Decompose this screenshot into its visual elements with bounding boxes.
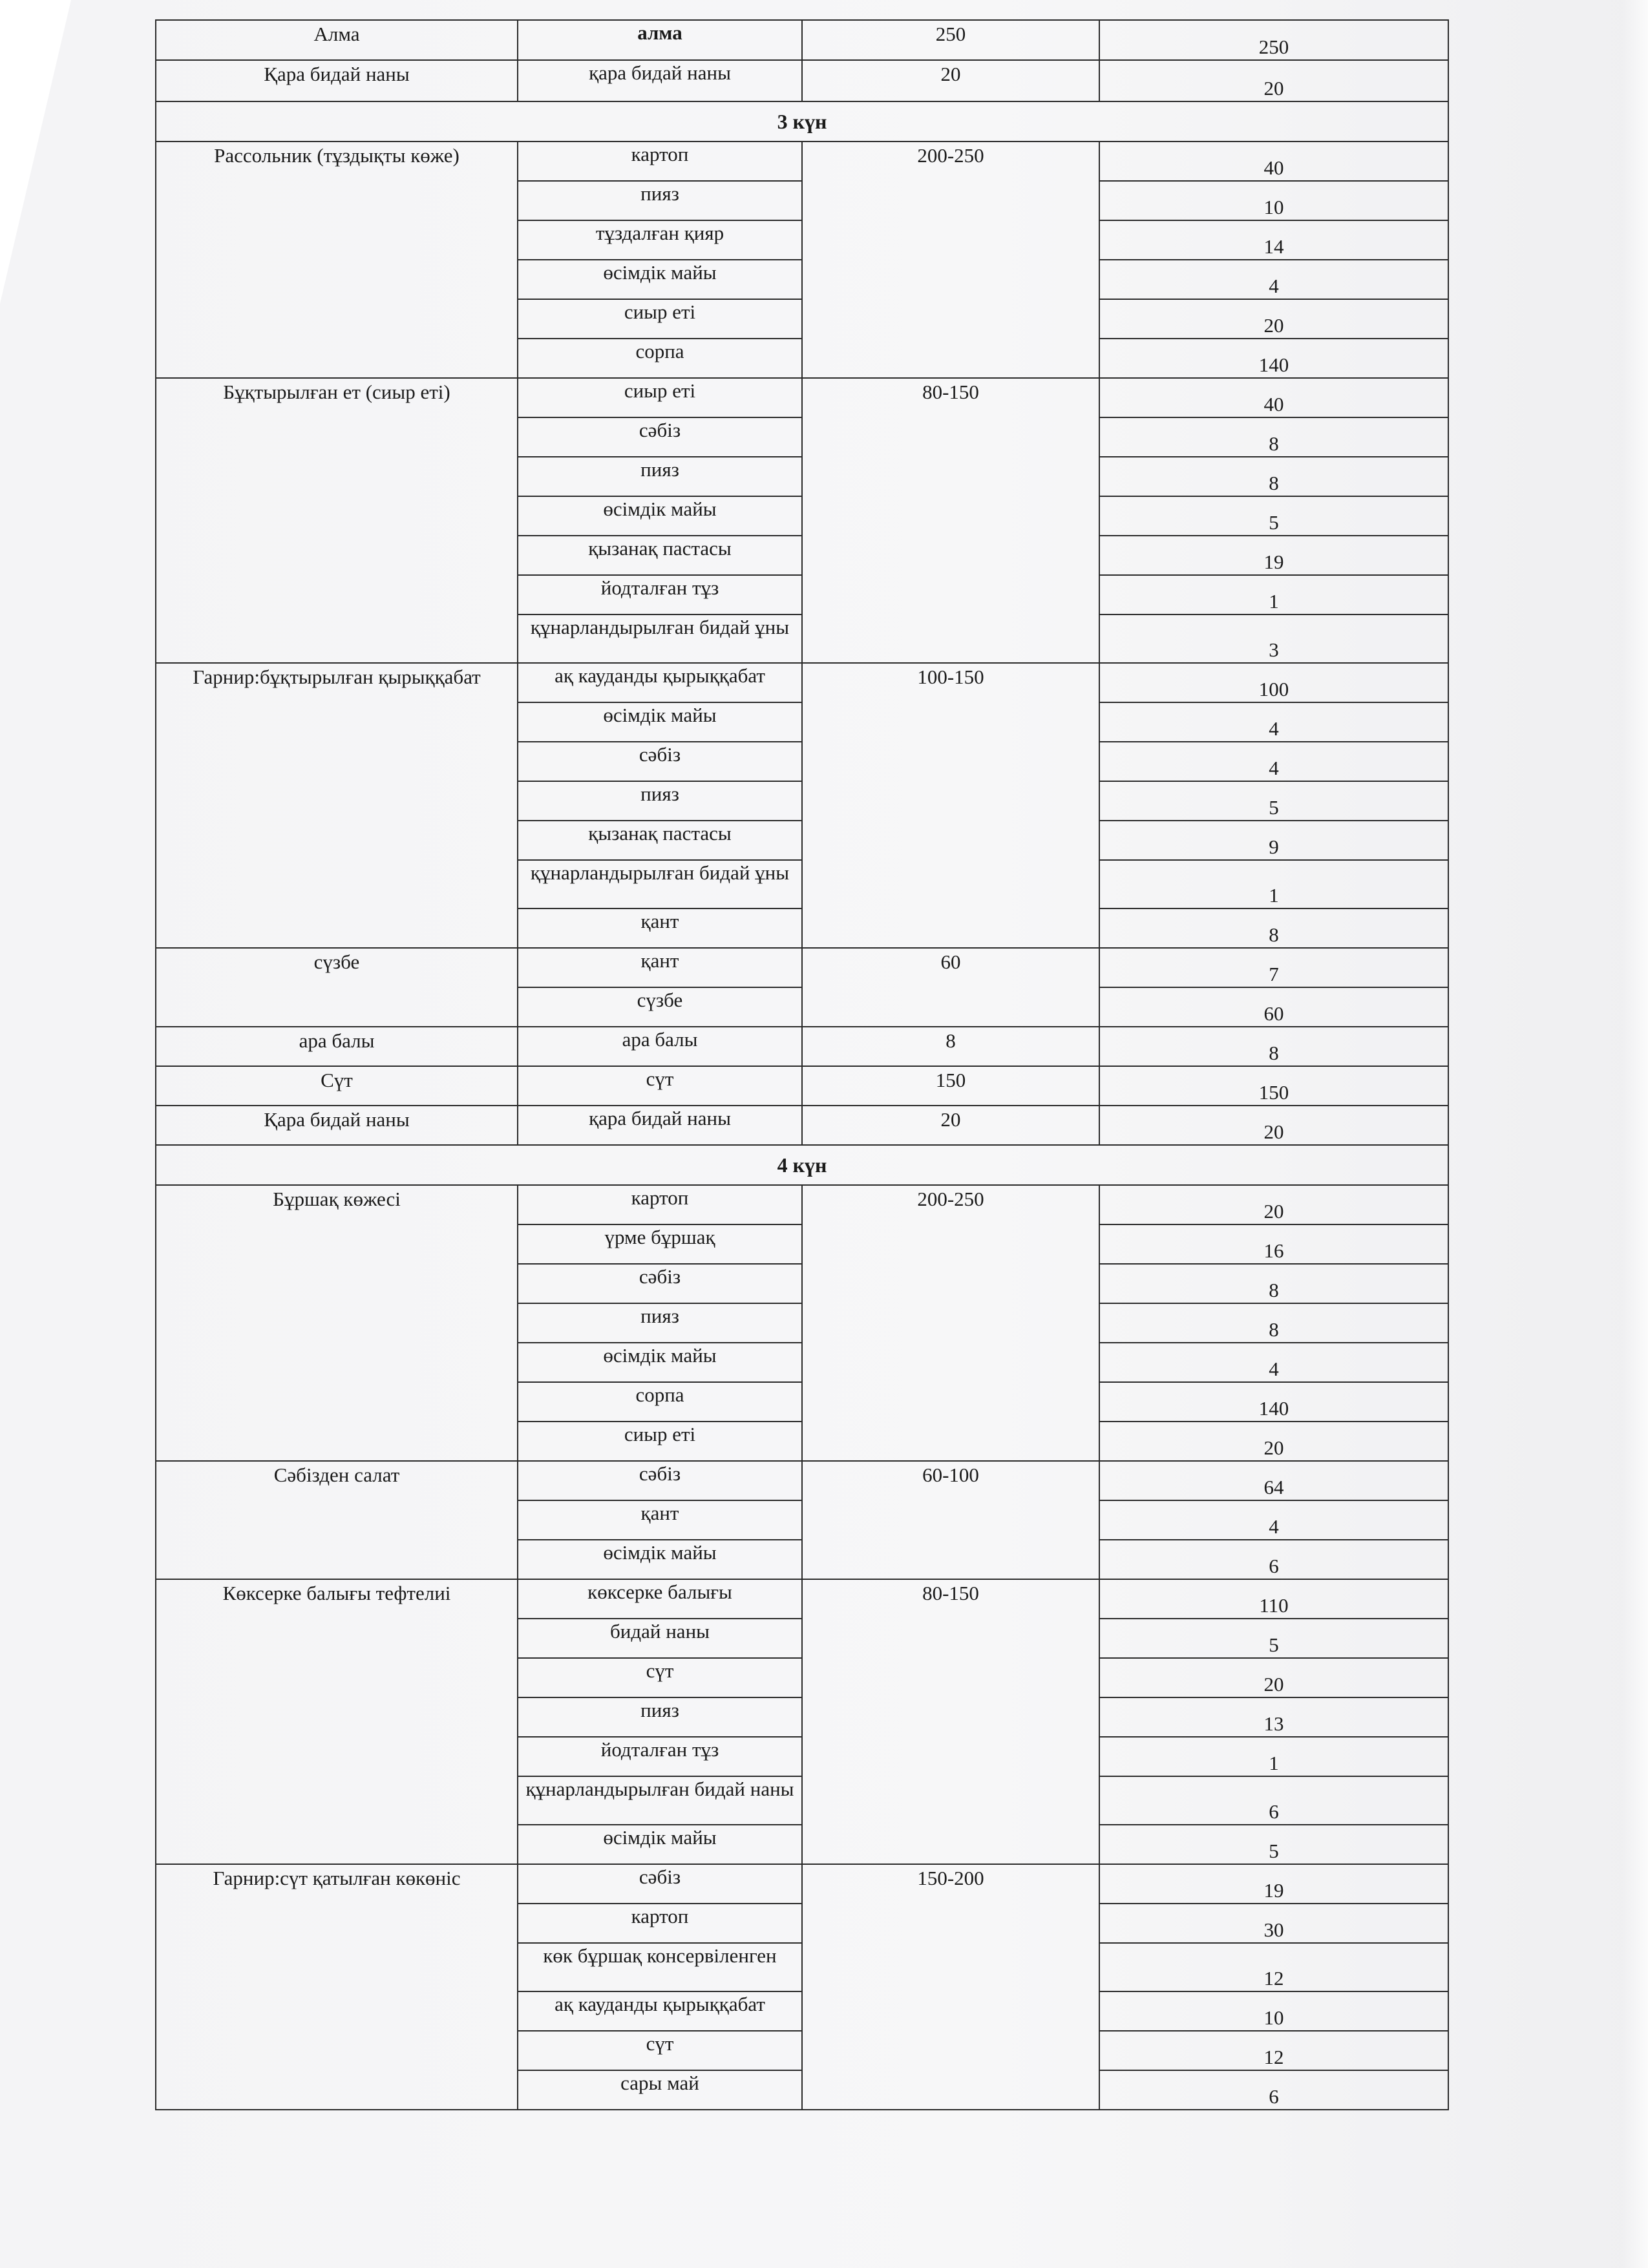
amount-cell: 12 xyxy=(1099,1943,1448,1991)
portion-cell: 60 xyxy=(802,948,1099,1027)
amount-cell: 1 xyxy=(1099,1737,1448,1776)
amount-cell: 12 xyxy=(1099,2031,1448,2070)
ingredient-cell: құнарландырылған бидай ұны xyxy=(518,614,802,663)
ingredient-cell: сиыр еті xyxy=(518,1422,802,1461)
amount-cell: 8 xyxy=(1099,457,1448,496)
amount-cell: 30 xyxy=(1099,1904,1448,1943)
amount-cell: 64 xyxy=(1099,1461,1448,1500)
ingredient-cell: өсімдік майы xyxy=(518,702,802,742)
amount-cell: 13 xyxy=(1099,1697,1448,1737)
dish-name-cell: Бұршақ көжесі xyxy=(156,1185,518,1461)
portion-cell: 60-100 xyxy=(802,1461,1099,1579)
amount-cell: 14 xyxy=(1099,220,1448,260)
day-header-row xyxy=(156,101,1448,142)
amount-cell: 9 xyxy=(1099,821,1448,860)
amount-cell: 7 xyxy=(1099,948,1448,987)
table-row xyxy=(156,1185,1448,1224)
amount-cell: 20 xyxy=(1099,299,1448,339)
dish-name-cell: Гарнир:сүт қатылған көкөніс xyxy=(156,1864,518,2110)
table-row xyxy=(156,1864,1448,1904)
ingredient-cell: үрме бұршақ xyxy=(518,1224,802,1264)
ingredient-cell: сәбіз xyxy=(518,1461,802,1500)
ingredient-cell: сәбіз xyxy=(518,742,802,781)
amount-cell: 5 xyxy=(1099,1619,1448,1658)
amount-cell: 6 xyxy=(1099,1776,1448,1825)
portion-cell: 80-150 xyxy=(802,1579,1099,1864)
ingredient-cell: көк бұршақ консервіленген xyxy=(518,1943,802,1991)
amount-cell: 20 xyxy=(1099,1106,1448,1145)
amount-cell: 4 xyxy=(1099,1343,1448,1382)
amount-cell: 40 xyxy=(1099,142,1448,181)
day-label: 3 күн xyxy=(156,101,1448,142)
ingredient-cell: сүт xyxy=(518,1658,802,1697)
dish-name-cell: Сәбізден салат xyxy=(156,1461,518,1579)
ingredient-cell: пияз xyxy=(518,457,802,496)
ingredient-cell: қара бидай наны xyxy=(518,60,802,101)
amount-cell: 140 xyxy=(1099,1382,1448,1422)
ingredient-cell: сорпа xyxy=(518,339,802,378)
table-row xyxy=(156,378,1448,417)
ingredient-cell: сорпа xyxy=(518,1382,802,1422)
dish-name-cell: Гарнир:бұқтырылған қырыққабат xyxy=(156,663,518,948)
ingredient-cell: қант xyxy=(518,948,802,987)
amount-cell: 8 xyxy=(1099,1027,1448,1066)
amount-cell: 4 xyxy=(1099,742,1448,781)
amount-cell: 8 xyxy=(1099,908,1448,948)
amount-cell: 4 xyxy=(1099,260,1448,299)
portion-cell: 20 xyxy=(802,1106,1099,1145)
ingredient-cell: картоп xyxy=(518,142,802,181)
table-row xyxy=(156,1066,1448,1106)
amount-cell: 60 xyxy=(1099,987,1448,1027)
portion-cell: 200-250 xyxy=(802,1185,1099,1461)
amount-cell: 6 xyxy=(1099,1540,1448,1579)
ingredient-cell: ара балы xyxy=(518,1027,802,1066)
ingredient-cell: картоп xyxy=(518,1185,802,1224)
amount-cell: 4 xyxy=(1099,702,1448,742)
table-row xyxy=(156,663,1448,702)
ingredient-cell: қара бидай наны xyxy=(518,1106,802,1145)
portion-cell: 80-150 xyxy=(802,378,1099,663)
amount-cell: 10 xyxy=(1099,181,1448,220)
ingredient-cell: пияз xyxy=(518,781,802,821)
portion-cell: 20 xyxy=(802,60,1099,101)
table-row xyxy=(156,1106,1448,1145)
dish-name-cell: Сүт xyxy=(156,1066,518,1106)
portion-cell: 100-150 xyxy=(802,663,1099,948)
ingredient-cell: сәбіз xyxy=(518,1864,802,1904)
amount-cell: 5 xyxy=(1099,1825,1448,1864)
amount-cell: 16 xyxy=(1099,1224,1448,1264)
table-row xyxy=(156,1027,1448,1066)
dish-name-cell: сүзбе xyxy=(156,948,518,1027)
amount-cell: 8 xyxy=(1099,1264,1448,1303)
folded-corner xyxy=(0,0,71,304)
day-label: 4 күн xyxy=(156,1145,1448,1185)
amount-cell: 4 xyxy=(1099,1500,1448,1540)
ingredient-cell: сәбіз xyxy=(518,417,802,457)
ingredient-cell: қант xyxy=(518,1500,802,1540)
amount-cell: 10 xyxy=(1099,1991,1448,2031)
page-edge-shadow xyxy=(1622,0,1648,2268)
amount-cell: 20 xyxy=(1099,60,1448,101)
dish-name-cell: Көксерке балығы тефтелиі xyxy=(156,1579,518,1864)
amount-cell: 8 xyxy=(1099,1303,1448,1343)
ingredient-cell: көксерке балығы xyxy=(518,1579,802,1619)
ingredient-cell: йодталған тұз xyxy=(518,1737,802,1776)
amount-cell: 5 xyxy=(1099,781,1448,821)
amount-cell: 19 xyxy=(1099,1864,1448,1904)
ingredient-cell: йодталған тұз xyxy=(518,575,802,614)
ingredient-cell: тұздалған қияр xyxy=(518,220,802,260)
ingredient-cell: картоп xyxy=(518,1904,802,1943)
ingredient-cell: өсімдік майы xyxy=(518,1343,802,1382)
amount-cell: 250 xyxy=(1099,20,1448,60)
ingredient-cell: сүт xyxy=(518,1066,802,1106)
ingredient-cell: өсімдік майы xyxy=(518,1825,802,1864)
portion-cell: 150-200 xyxy=(802,1864,1099,2110)
ingredient-cell: сүт xyxy=(518,2031,802,2070)
ingredient-cell: ақ кауданды қырыққабат xyxy=(518,663,802,702)
amount-cell: 40 xyxy=(1099,378,1448,417)
ingredient-cell: құнарландырылған бидай наны xyxy=(518,1776,802,1825)
portion-cell: 250 xyxy=(802,20,1099,60)
ingredient-cell: алма xyxy=(518,20,802,60)
dish-name-cell: Қара бидай наны xyxy=(156,1106,518,1145)
menu-table xyxy=(155,19,1449,2110)
table-row xyxy=(156,1461,1448,1500)
portion-cell: 8 xyxy=(802,1027,1099,1066)
ingredient-cell: сары май xyxy=(518,2070,802,2110)
ingredient-cell: ақ кауданды қырыққабат xyxy=(518,1991,802,2031)
ingredient-cell: құнарландырылған бидай ұны xyxy=(518,860,802,908)
amount-cell: 100 xyxy=(1099,663,1448,702)
ingredient-cell: сиыр еті xyxy=(518,299,802,339)
amount-cell: 8 xyxy=(1099,417,1448,457)
ingredient-cell: өсімдік майы xyxy=(518,260,802,299)
table-row xyxy=(156,1579,1448,1619)
portion-cell: 150 xyxy=(802,1066,1099,1106)
amount-cell: 20 xyxy=(1099,1422,1448,1461)
ingredient-cell: бидай наны xyxy=(518,1619,802,1658)
dish-name-cell: Рассольник (тұздықты көже) xyxy=(156,142,518,378)
ingredient-cell: өсімдік майы xyxy=(518,496,802,536)
ingredient-cell: сәбіз xyxy=(518,1264,802,1303)
amount-cell: 3 xyxy=(1099,614,1448,663)
day-header-row xyxy=(156,1145,1448,1185)
portion-cell: 200-250 xyxy=(802,142,1099,378)
dish-name-cell: Қара бидай наны xyxy=(156,60,518,101)
ingredient-cell: өсімдік майы xyxy=(518,1540,802,1579)
ingredient-cell: сиыр еті xyxy=(518,378,802,417)
dish-name-cell: Бұқтырылған ет (сиыр еті) xyxy=(156,378,518,663)
amount-cell: 140 xyxy=(1099,339,1448,378)
table-row xyxy=(156,948,1448,987)
ingredient-cell: қызанақ пастасы xyxy=(518,821,802,860)
menu-table-body xyxy=(156,20,1448,2110)
amount-cell: 1 xyxy=(1099,575,1448,614)
ingredient-cell: сүзбе xyxy=(518,987,802,1027)
ingredient-cell: қызанақ пастасы xyxy=(518,536,802,575)
dish-name-cell: ара балы xyxy=(156,1027,518,1066)
amount-cell: 5 xyxy=(1099,496,1448,536)
amount-cell: 110 xyxy=(1099,1579,1448,1619)
amount-cell: 150 xyxy=(1099,1066,1448,1106)
amount-cell: 20 xyxy=(1099,1185,1448,1224)
table-row xyxy=(156,20,1448,60)
table-row xyxy=(156,142,1448,181)
amount-cell: 20 xyxy=(1099,1658,1448,1697)
amount-cell: 19 xyxy=(1099,536,1448,575)
ingredient-cell: пияз xyxy=(518,1697,802,1737)
amount-cell: 6 xyxy=(1099,2070,1448,2110)
dish-name-cell: Алма xyxy=(156,20,518,60)
table-row xyxy=(156,60,1448,101)
ingredient-cell: пияз xyxy=(518,181,802,220)
ingredient-cell: қант xyxy=(518,908,802,948)
amount-cell: 1 xyxy=(1099,860,1448,908)
ingredient-cell: пияз xyxy=(518,1303,802,1343)
